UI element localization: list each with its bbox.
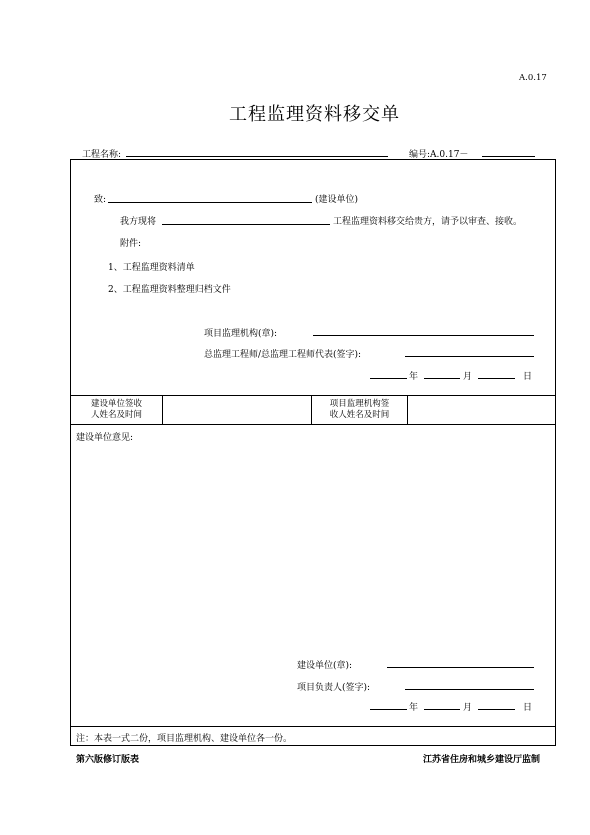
day-field[interactable] bbox=[478, 378, 515, 379]
chief-engineer-field[interactable] bbox=[405, 356, 534, 357]
project-name-field[interactable] bbox=[126, 156, 388, 157]
note-text: 注：本表一式二份，项目监理机构、建设单位各一份。 bbox=[76, 734, 293, 744]
month-label: 月 bbox=[463, 703, 473, 713]
project-leader-label: 项目负责人(签字): bbox=[297, 683, 371, 693]
page-title: 工程监理资料移交单 bbox=[229, 104, 400, 125]
client-opinion-label: 建设单位意见: bbox=[76, 433, 134, 443]
supervisor-sign-label-line: 项目监理机构签 bbox=[329, 399, 390, 409]
to-field[interactable] bbox=[108, 202, 312, 203]
supervision-org-label: 项目监理机构(章): bbox=[204, 329, 278, 339]
day-field[interactable] bbox=[478, 709, 515, 710]
year-field[interactable] bbox=[370, 378, 407, 379]
number-field[interactable] bbox=[482, 156, 535, 157]
attachment-label: 附件: bbox=[120, 239, 142, 249]
client-seal-label: 建设单位(章): bbox=[297, 661, 353, 671]
month-field[interactable] bbox=[424, 378, 460, 379]
year-label: 年 bbox=[409, 372, 419, 382]
day-label: 日 bbox=[523, 372, 533, 382]
year-label: 年 bbox=[409, 703, 419, 713]
client-seal-field[interactable] bbox=[387, 667, 534, 668]
we-now-prefix: 我方现将 bbox=[120, 217, 157, 227]
project-leader-field[interactable] bbox=[405, 689, 534, 690]
client-sign-label-line: 建设单位签收 bbox=[90, 399, 142, 409]
footer-right: 江苏省住房和城乡建设厅监制 bbox=[423, 755, 541, 765]
attachment-item: 1、工程监理资料清单 bbox=[108, 263, 195, 273]
supervisor-sign-field[interactable] bbox=[408, 396, 555, 424]
month-field[interactable] bbox=[424, 709, 460, 710]
number-label: 编号:A.0.17－ bbox=[409, 150, 469, 160]
client-sign-label-line: 人姓名及时间 bbox=[90, 410, 142, 420]
day-label: 日 bbox=[523, 703, 533, 713]
client-sign-field[interactable] bbox=[163, 396, 311, 424]
form-code: A.0.17 bbox=[519, 73, 547, 83]
to-label: 致: bbox=[94, 195, 107, 205]
footer-left: 第六版修订版表 bbox=[76, 755, 140, 765]
project-field[interactable] bbox=[162, 224, 330, 225]
project-name-label: 工程名称: bbox=[82, 150, 122, 160]
row-divider bbox=[70, 726, 556, 727]
to-suffix: (建设单位) bbox=[315, 195, 359, 205]
supervisor-sign-label bbox=[312, 399, 407, 421]
year-field[interactable] bbox=[370, 709, 407, 710]
we-now-suffix: 工程监理资料移交给贵方，请予以审查、接收。 bbox=[333, 217, 523, 227]
supervisor-sign-label-line: 收人姓名及时间 bbox=[329, 410, 390, 420]
row-divider bbox=[70, 424, 556, 425]
client-opinion-field[interactable] bbox=[71, 445, 555, 645]
supervision-org-field[interactable] bbox=[313, 335, 534, 336]
attachment-item: 2、工程监理资料整理归档文件 bbox=[108, 285, 231, 295]
chief-engineer-label: 总监理工程师/总监理工程师代表(签字): bbox=[204, 350, 362, 360]
month-label: 月 bbox=[463, 372, 473, 382]
client-sign-label bbox=[71, 399, 162, 421]
